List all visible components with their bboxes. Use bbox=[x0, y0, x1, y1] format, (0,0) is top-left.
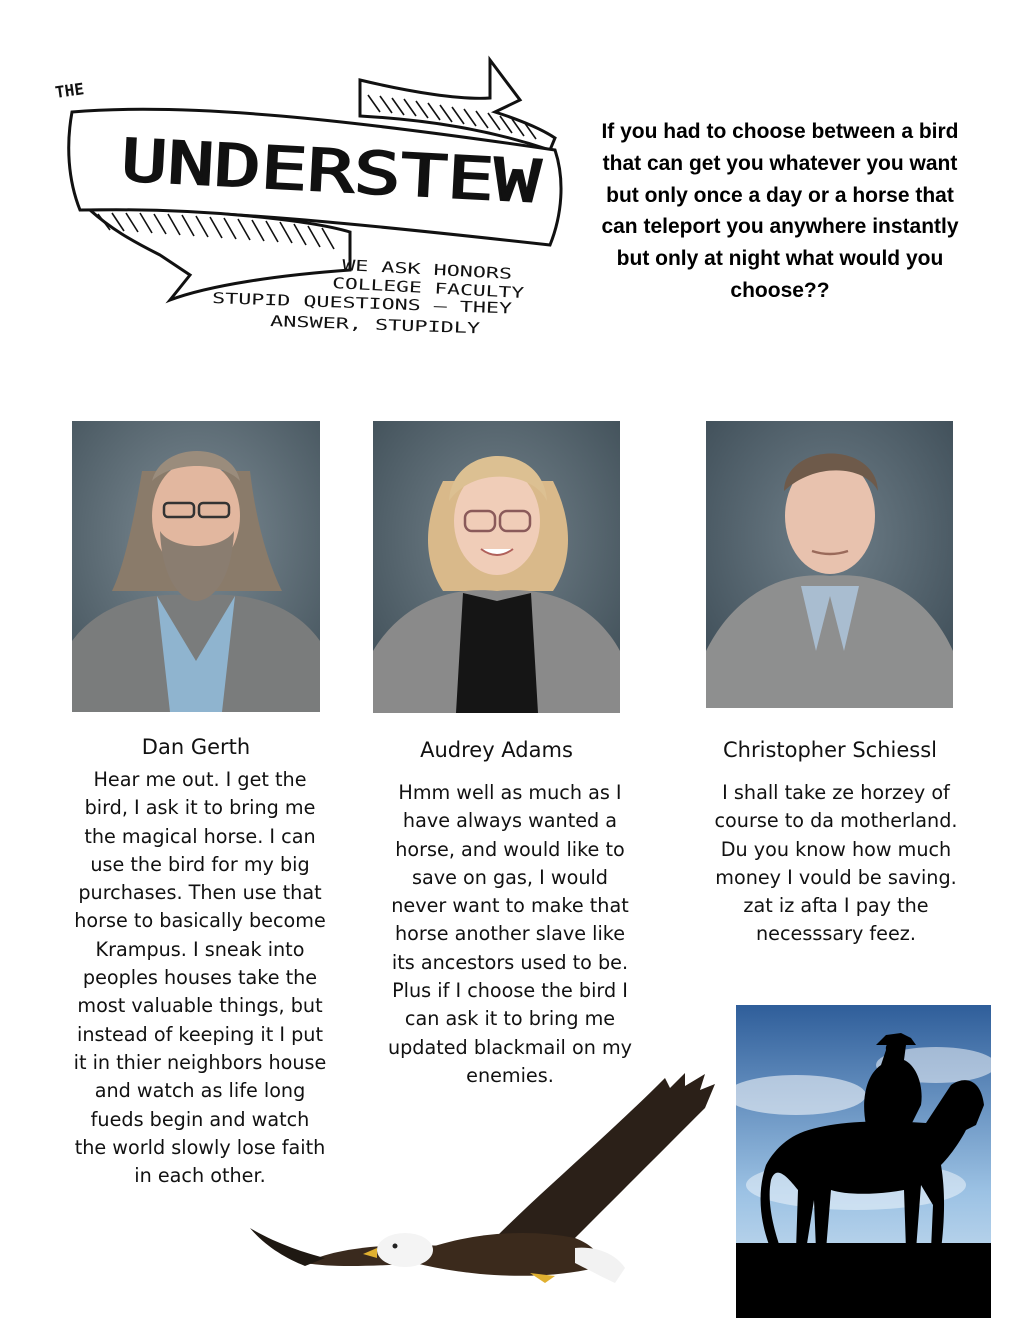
faculty-answer-christopher-schiessl: I shall take ze horzey of course to da motherland. Du you know how much money I vould be saving. zat iz afta I pay the necesssary feez. bbox=[714, 781, 958, 946]
logo-tagline-3: STUPID QUESTIONS – THEY bbox=[211, 289, 421, 315]
logo-tagline-4: ANSWER, STUPIDLY bbox=[269, 312, 415, 336]
logo-title: UNDERSTEW bbox=[119, 126, 437, 211]
understew-logo bbox=[50, 50, 570, 340]
faculty-name-dan-gerth: Dan Gerth bbox=[141, 735, 251, 759]
horse-image bbox=[736, 1005, 991, 1318]
faculty-name-christopher-schiessl: Christopher Schiessl bbox=[723, 738, 937, 762]
eagle-image bbox=[245, 1068, 720, 1293]
logo-tagline-1: WE ASK HONORS bbox=[341, 256, 460, 281]
faculty-answer-audrey-adams: Hmm well as much as I have always wanted a horse, and would like to save on gas, I would never want to make that horse another slave like its ancestors used to be. Plus if I choose the bird I can ask it to bring me updated blackmail on my enemies. bbox=[387, 781, 633, 1087]
photo-christopher-schiessl bbox=[706, 421, 953, 708]
photo-audrey-adams bbox=[373, 421, 620, 713]
photo-dan-gerth bbox=[72, 421, 320, 712]
logo-the: THE bbox=[53, 79, 86, 102]
logo-tagline-2: COLLEGE FACULTY bbox=[331, 274, 469, 300]
faculty-answer-dan-gerth: Hear me out. I get the bird, I ask it to bring me the magical horse. I can use the bird for my big purchases. Then use that horse to basically become Krampus. I sneak into peoples houses take the most valuable things, but instead of keeping it I put it in thier neighbors house and watch as life long fueds begin and watch the world slowly lose faith in each other. bbox=[73, 768, 327, 1188]
question-text: If you had to choose between a bird that can get you whatever you want but only once a day or a horse that can teleport you anywhere instantly but only at night what would you choose?? bbox=[601, 120, 959, 302]
faculty-name-audrey-adams: Audrey Adams bbox=[420, 738, 573, 762]
